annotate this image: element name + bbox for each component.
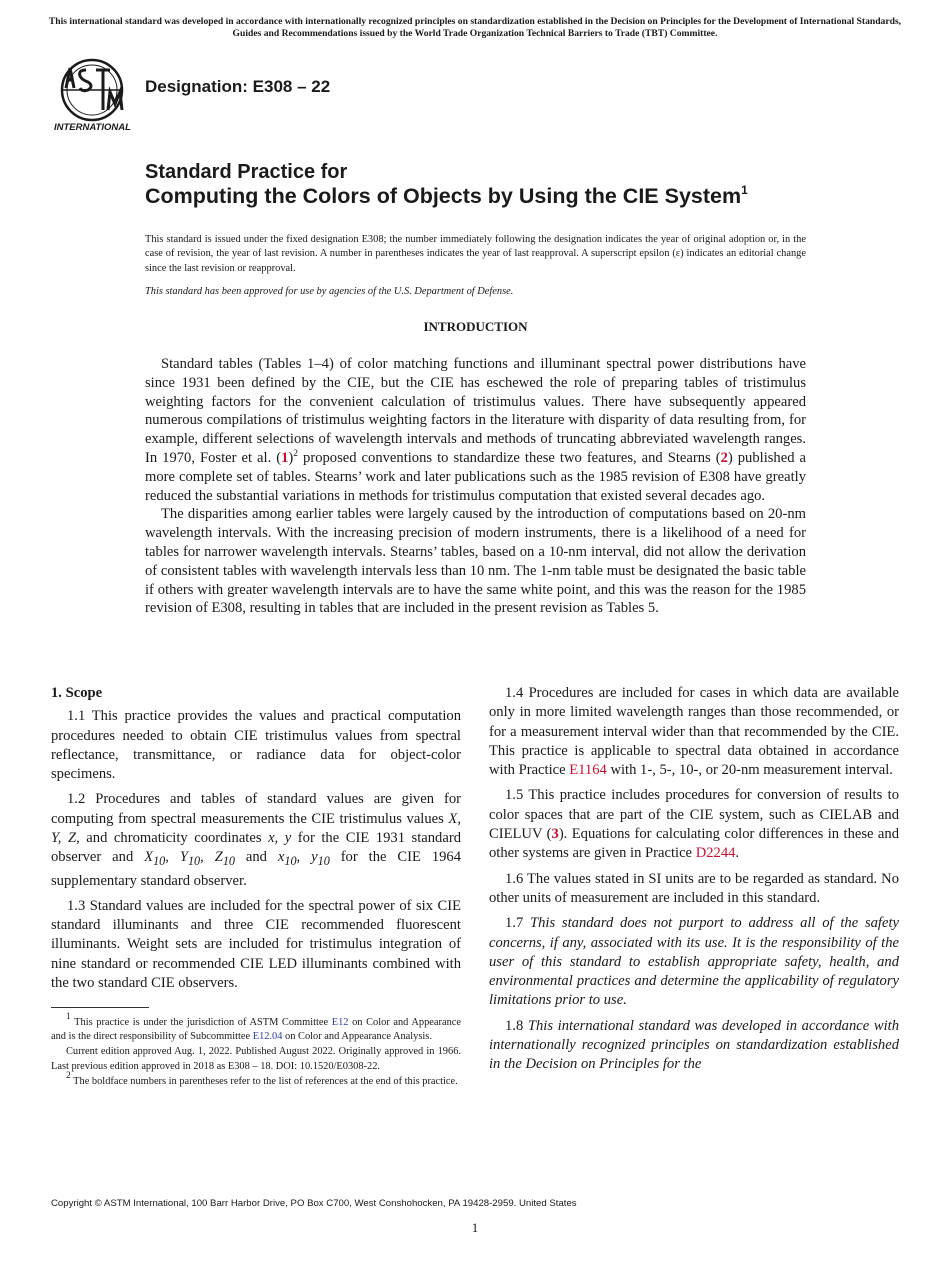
introduction-body (145, 355, 806, 618)
designation: Designation: E308 – 22 (145, 77, 331, 96)
practice-link-d2244[interactable]: D2244 (695, 845, 736, 862)
section-1-6: 1.6 The values stated in SI units are to be regarded as standard. No other units of measurement are included in this standard. (489, 870, 899, 906)
logo-subtext: INTERNATIONAL (54, 122, 131, 132)
footnotes (51, 1012, 461, 1090)
page-number: 1 (471, 1220, 479, 1235)
reference-link-3[interactable]: 3 (551, 826, 559, 843)
title-text: Computing the Colors of Objects by Using the CIE System (145, 184, 742, 208)
reference-link-2[interactable]: 2 (720, 449, 728, 466)
right-column (489, 684, 899, 1081)
left-column (51, 684, 461, 999)
title-footnote-ref[interactable]: 1 (741, 183, 748, 197)
footnote-divider (51, 1007, 149, 1008)
section-1-4: 1.4 Procedures are included for cases in which data are available only in more limited wavelength ranges than those recommended, or for a measurement interval wider than that recommended by the CIE. This practice is applicable to spectral data obtained in accordance with Practice E1164 with 1-, 5-, 10-, or 20-nm measurement interval. (489, 685, 899, 779)
section-1-7: 1.7 This standard does not purport to address all of the safety concerns, if any, associated with its use. It is the responsibility of the user of this standard to establish appropriate safety, health, and environmental practices and determine the applicability of regulatory limitations prior to use. (489, 915, 899, 1009)
section-1-3: 1.3 Standard values are included for the spectral power of six CIE standard illuminants and three CIE recommended fluorescent illuminants. Weight sets are included for tristimulus integration of nine standard or recommended CIE LED illuminants combined with the two standard CIE observers. (51, 897, 461, 992)
section-1-2: 1.2 Procedures and tables of standard values are given for computing from spectral measurements the CIE tristimulus values X, Y, Z, and chromaticity coordinates x, y for the CIE 1931 standard observer and $X_{10}$, $Y_{10}$, $Z_{10}$ and $x_{10}$, $y_{10}$ for the CIE 1964 supplementary standard observer. (51, 791, 462, 889)
footnote-2: $^2$ The boldface numbers in parentheses refer to the list of references at the end of this practice. (66, 1070, 458, 1087)
section-1-8: 1.8 This international standard was developed in accordance with internationally recognized principles on standardization established in the Decision on Principles for the (489, 1017, 900, 1073)
title-line-1: Standard Practice for (145, 161, 348, 183)
intro-paragraph-2: The disparities among earlier tables were largely caused by the introduction of computations based on 20-nm wavelength intervals. With the increasing precision of modern instruments, there is a likelihood of a need for tables for narrower wavelength intervals. Stearns’ tables, based on a 10-nm interval, did not allow the derivation of consistent tables with wavelength intervals less than 10 nm. The 1-nm table must be designated the basic table if others with greater wavelength intervals are to have the same white point, and this was the reason for the 1985 revision of E308, resulting in tables that are included in the present revision as Tables 5. (145, 506, 806, 617)
issued-statement: This standard is issued under the fixed designation E308; the number immediately following the designation indicates the year of original adoption or, in the case of revision, the year of last revision. A number in parentheses indicates the year of last reapproval. A superscript epsilon (ε) indicates an editorial change since the last revision or reapproval. (145, 234, 806, 274)
copyright-notice: Copyright © ASTM International, 100 Barr Harbor Drive, PO Box C700, West Conshohocken, PA 19428-2959. United States (51, 1198, 577, 1209)
practice-link-e1164[interactable]: E1164 (569, 762, 607, 779)
astm-logo (52, 58, 136, 132)
title-line-2 (145, 184, 748, 209)
introduction-heading: INTRODUCTION (423, 319, 528, 334)
subcommittee-link-e12-04[interactable]: E12.04 (252, 1031, 283, 1043)
section-1-1: 1.1 This practice provides the values and practical computation procedures needed to obtain CIE tristimulus values from spectral reflectance, transmittance, or radiance data for object-color specimens. (51, 708, 461, 783)
astm-logo-graphic (52, 58, 136, 132)
section-1-5: 1.5 This practice includes procedures for conversion of results to color spaces that are part of the CIE system, such as CIELAB and CIELUV (3). Equations for calculating color differences in these and other systems are given in Practice D2244. (489, 787, 899, 862)
footnote-1: $^1$ This practice is under the jurisdiction of ASTM Committee E12 on Color and Appearance and is the direct responsibility of Subcommittee E12.04 on Color and Appearance Analysis. (51, 1012, 461, 1043)
footnote-ref-2[interactable]: 2 (293, 448, 299, 459)
reference-link-1[interactable]: 1 (281, 449, 289, 466)
tbt-notice: This international standard was developed in accordance with internationally recognized principles on standardization established in the Decision on Principles for the Development of International Standards, Guides and Recommendations issued by the World Trade Organization Technical Barriers to Trade (TBT) Committee. (48, 16, 902, 39)
approved-statement: This standard has been approved for use by agencies of the U.S. Department of Defense. (145, 286, 514, 297)
footnote-1-current-edition: Current edition approved Aug. 1, 2022. Published August 2022. Originally approved in 1966. Last previous edition approved in 2018 as E308 – 18. DOI: 10.1520/E0308-22. (51, 1046, 461, 1072)
committee-link-e12[interactable]: E12 (331, 1017, 349, 1028)
scope-heading: 1. Scope (51, 685, 103, 701)
intro-paragraph-1: Standard tables (Tables 1–4) of color matching functions and illuminant spectral power distributions have since 1931 been defined by the CIE, but the CIE has eschewed the role of preparing tables of tristimulus weighting factors for the convenient calculation of tristimulus values. There have subsequently appeared numerous compilations of tristimulus weighting factors in the literature with disparity of data resulting from, for example, different selections of wavelength intervals and methods of truncating abbreviated wavelength ranges. In 1970, Foster et al. $(1)^2$ proposed conventions to standardize these two features, and Stearns (2) published a more complete set of tables. Stearns’ work and later publications such as the 1985 revision of E308 have greatly reduced the substantial variations in methods for tristimulus computation that existed several decades ago. (145, 356, 806, 504)
